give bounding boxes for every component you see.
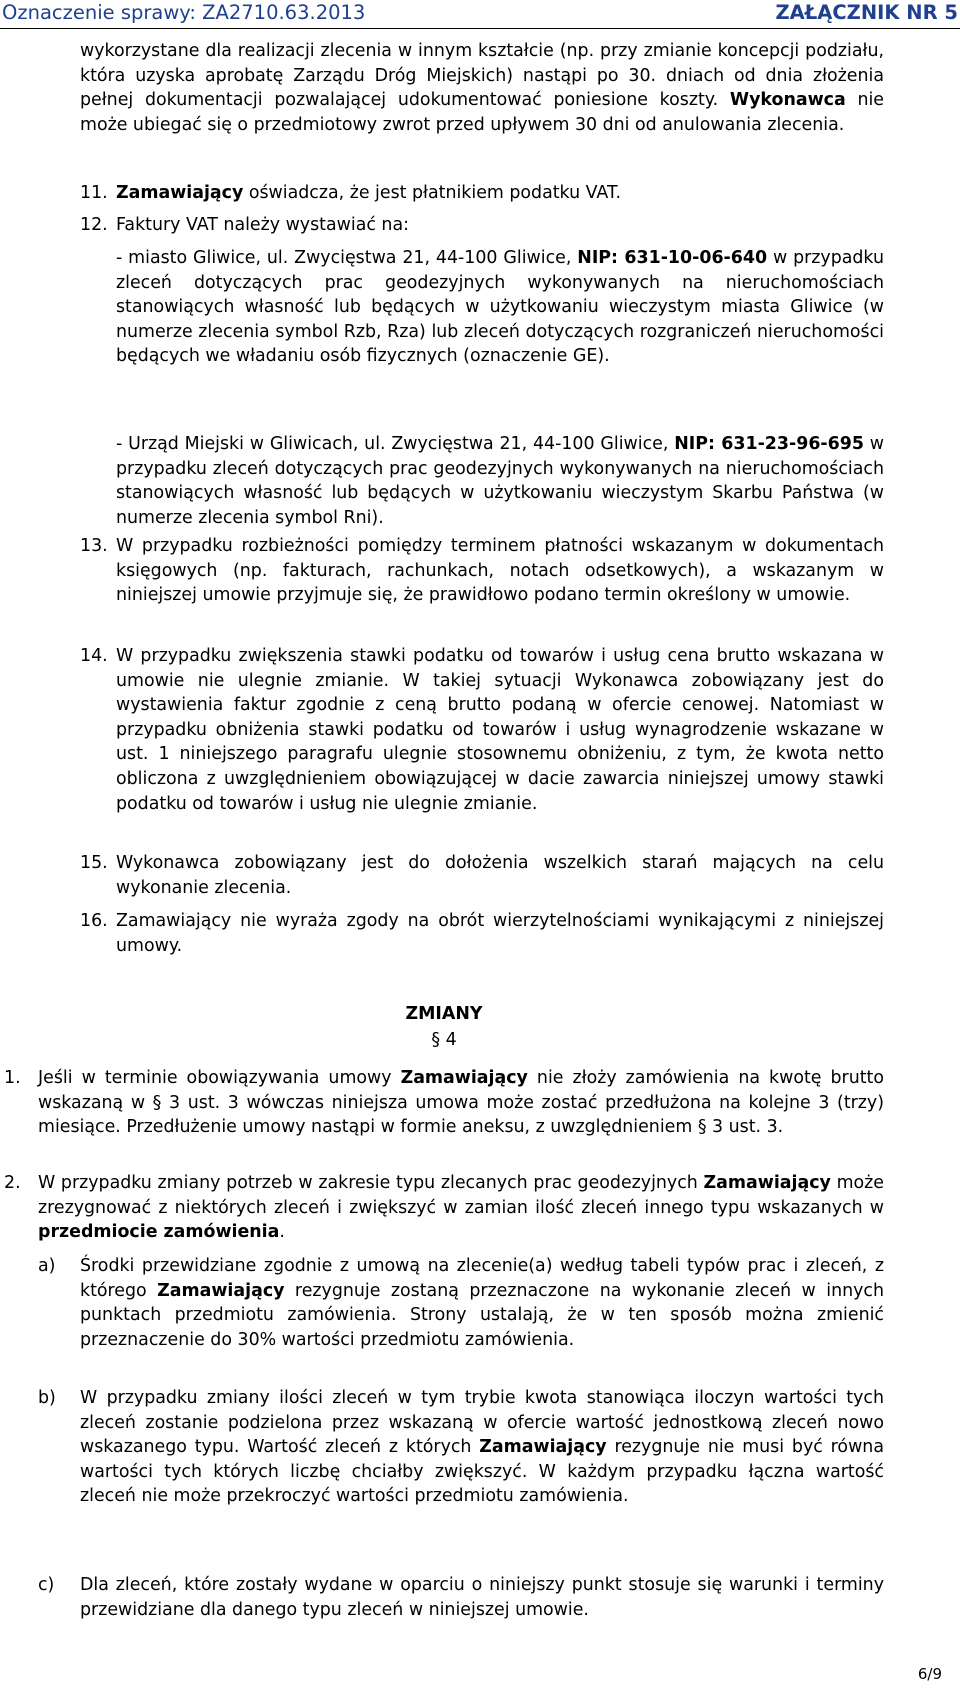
invoice-city-office: - Urząd Miejski w Gliwicach, ul. Zwycięstwa 21, 44-100 Gliwice, NIP: 631-23-96-695 w przypadku zleceń dotyczących prac geodezyjnych wykonywanych na nieruchomościach stanowiących własność lub będących w użytkowaniu wieczystym Skarbu Państwa (w numerze zlecenia symbol Rni). (116, 434, 884, 528)
item-14-text: W przypadku zwiększenia stawki podatku od towarów i usług cena brutto wskazana w umowie nie ulegnie zmianie. W takiej sytuacji Wykonawca zobowiązany jest do wystawienia faktur zgodnie z ceną brutto podaną w ofercie cenowej. Natomiast w przypadku obniżenia stawki podatku od towarów i usług wynagrodzenie wskazane w ust. 1 niniejszego paragrafu ulegnie stosownemu obniżeniu, z tym, że kwota netto obliczona z uwzględnieniem obowiązującej w dacie zawarcia niniejszej umowy stawki podatku od towarów i usług nie ulegnie zmianie. (116, 646, 884, 814)
item-16-text: Zamawiający nie wyraża zgody na obrót wierzytelnościami wynikającymi z niniejszej umowy. (116, 911, 884, 956)
changes-item-2: W przypadku zmiany potrzeb w zakresie typu zlecanych prac geodezyjnych Zamawiający może zrezygnować z niektórych zleceń i zwiększyć w zamian ilość zleceń innego typu wskazanych w przedmiocie zamówienia. (38, 1173, 884, 1243)
subitem-label: a) (38, 1256, 56, 1276)
item-12-title: Faktury VAT należy wystawiać na: (116, 215, 409, 235)
item-number: 11. (80, 183, 108, 203)
intro-paragraph: wykorzystane dla realizacji zlecenia w innym kształcie (np. przy zmianie koncepcji podziału, która uzyska aprobatę Zarządu Dróg Miejskich) nastąpi po 30. dniach od dnia złożenia pełnej dokumentacji pozwalającej udokumentować poniesione koszty. Wykonawca nie może ubiegać się o przedmiotowy zwrot przed upływem 30 dni od anulowania zlecenia. (80, 41, 884, 135)
item-number: 16. (80, 911, 108, 931)
item-number: 12. (80, 215, 108, 235)
page-header (0, 0, 960, 30)
item-number: 15. (80, 853, 108, 873)
item-number: 2. (4, 1173, 21, 1193)
item-number: 13. (80, 536, 108, 556)
changes-subitem-a: Środki przewidziane zgodnie z umową na zlecenie(a) według tabeli typów prac i zleceń, z którego Zamawiający rezygnuje zostaną przeznaczone na wykonanie zleceń w innych punktach przedmiotu zamówienia. Strony ustalają, że w ten sposób można zmienić przeznaczenie do 30% wartości przedmiotu zamówienia. (80, 1256, 884, 1350)
paragraph-symbol: § 4 (431, 1030, 457, 1050)
changes-subitem-c: Dla zleceń, które zostały wydane w oparciu o niniejszy punkt stosuje się warunki i terminy przewidziane dla danego typu zleceń w niniejszej umowie. (80, 1575, 884, 1620)
item-13-text: W przypadku rozbieżności pomiędzy terminem płatności wskazanym w dokumentach księgowych (np. fakturach, rachunkach, notach odsetkowych), a wskazanym w niniejszej umowie przyjmuje się, że prawidłowo podano termin określony w umowie. (116, 536, 884, 606)
invoice-city-gliwice: - miasto Gliwice, ul. Zwycięstwa 21, 44-100 Gliwice, NIP: 631-10-06-640 w przypadku zleceń dotyczących prac geodezyjnych wykonywanych na nieruchomościach stanowiących własność lub będących w użytkowaniu wieczystym miasta Gliwice (w numerze zlecenia symbol Rzb, Rza) lub zleceń dotyczących rozgraniczeń nieruchomości będących we władaniu osób fizycznych (oznaczenie GE). (116, 248, 884, 367)
section-heading: ZMIANY (405, 1004, 483, 1024)
item-15-text: Wykonawca zobowiązany jest do dołożenia wszelkich starań mających na celu wykonanie zlecenia. (116, 853, 884, 898)
changes-item-1: Jeśli w terminie obowiązywania umowy Zamawiający nie złoży zamówienia na kwotę brutto wskazaną w § 3 ust. 3 wówczas niniejsza umowa może zostać przedłużona na kolejne 3 (trzy) miesiące. Przedłużenie umowy nastąpi w formie aneksu, z uwzględnieniem § 3 ust. 3. (38, 1068, 885, 1138)
subitem-label: c) (38, 1575, 55, 1595)
item-11-text: Zamawiający oświadcza, że jest płatnikiem podatku VAT. (116, 183, 622, 203)
item-number: 1. (4, 1068, 21, 1088)
item-number: 14. (80, 646, 108, 666)
header-divider (0, 28, 960, 29)
attachment-label: ZAŁĄCZNIK NR 5 (775, 1, 958, 24)
changes-subitem-b: W przypadku zmiany ilości zleceń w tym trybie kwota stanowiąca iloczyn wartości tych zleceń zostanie podzielona przez wskazaną w ofercie wartość jednostkową zleceń nowo wskazanego typu. Wartość zleceń z których Zamawiający rezygnuje nie musi być równa wartości tych których liczbę chciałby zwiększyć. W każdym przypadku łączna wartość zleceń nie może przekroczyć wartości przedmiotu zamówienia. (80, 1388, 884, 1507)
page-number: 6/9 (917, 1665, 942, 1683)
case-reference: Oznaczenie sprawy: ZA2710.63.2013 (2, 1, 366, 24)
subitem-label: b) (38, 1388, 56, 1408)
